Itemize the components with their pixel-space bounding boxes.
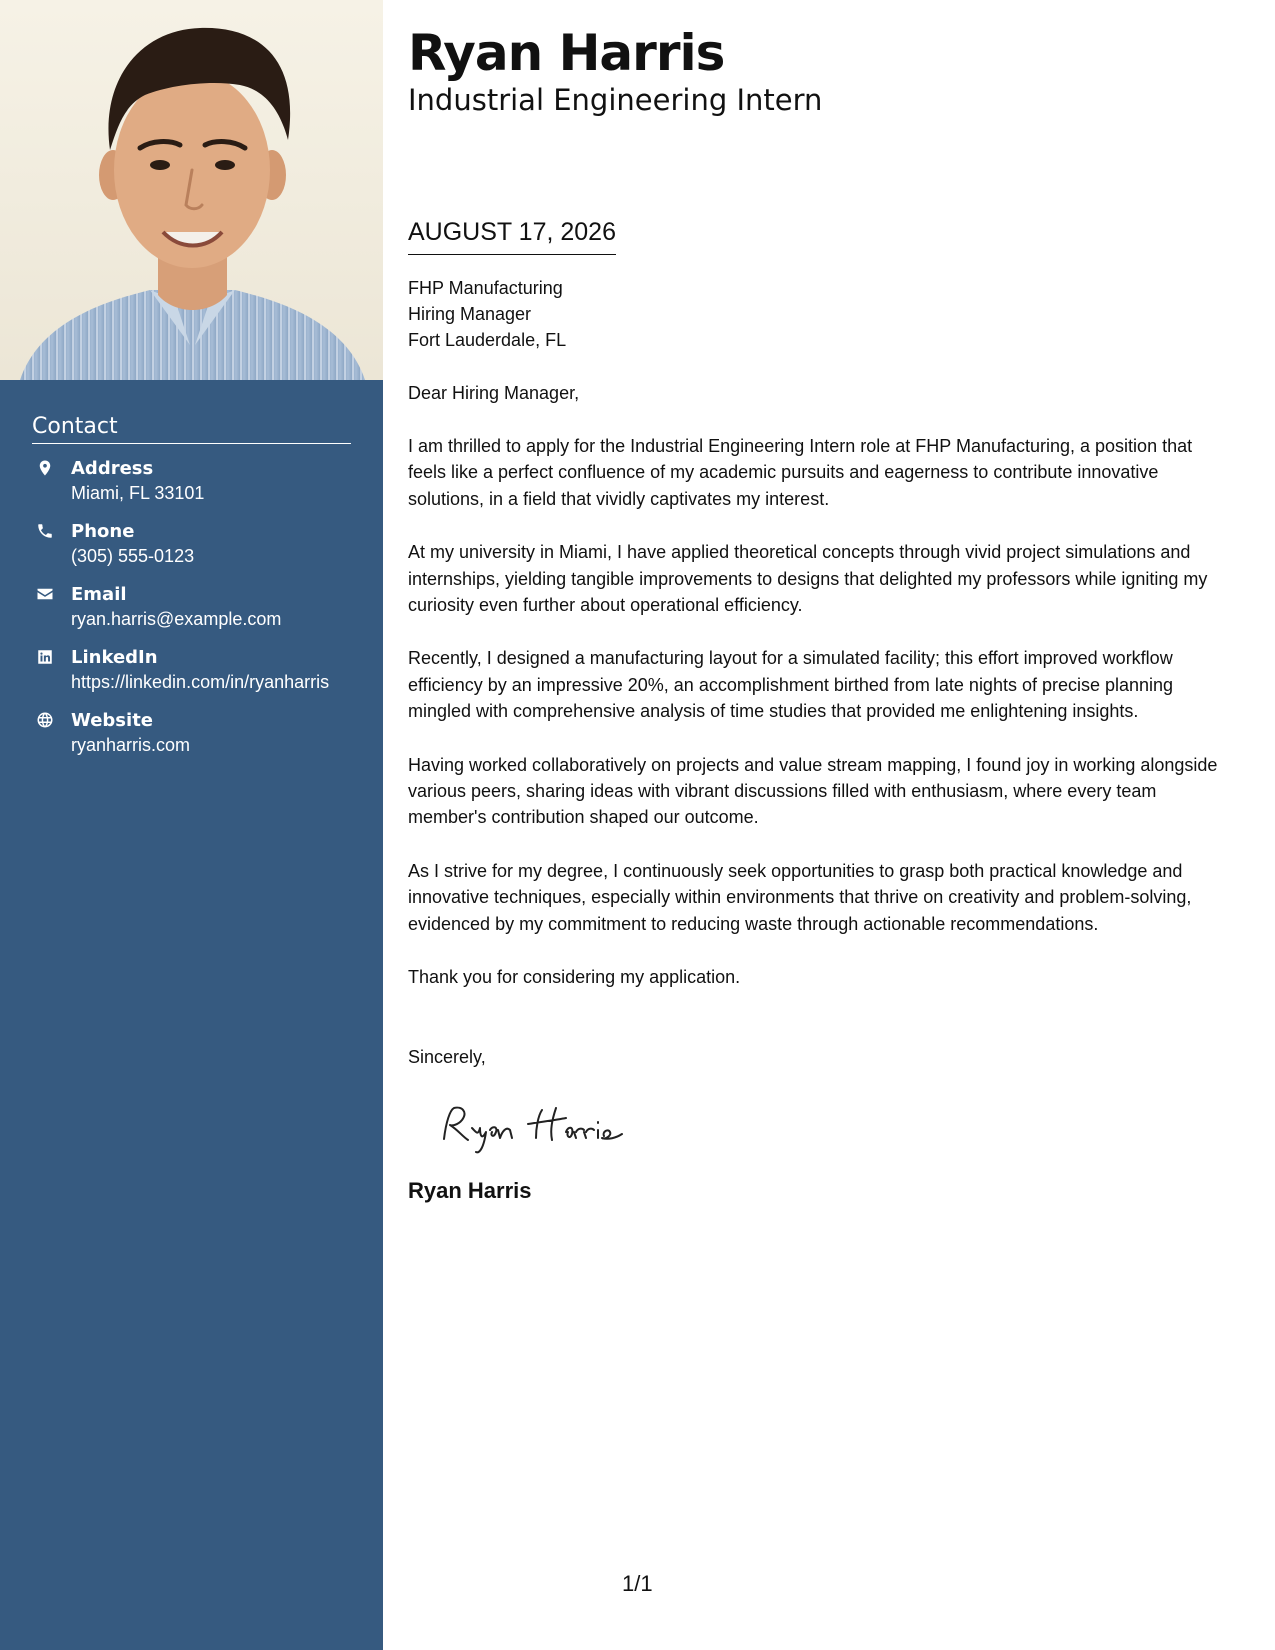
signer-name: Ryan Harris <box>408 1177 532 1203</box>
address-value: Miami, FL 33101 <box>71 483 205 503</box>
body-paragraph: Thank you for considering my application. <box>408 967 741 988</box>
recipient-role: Hiring Manager <box>408 304 532 324</box>
contact-item-website <box>32 708 351 758</box>
profile-photo <box>0 0 383 380</box>
map-pin-icon <box>36 459 54 477</box>
letter-date: AUGUST 17, 2026 <box>408 216 616 255</box>
body-paragraph: As I strive for my degree, I continuously seek opportunities to grasp both practical knowledge and innovative techniques, especially within environments that thrive on creativity and problem-solving, evidenced by my commitment to reducing waste through actionable recommendations. <box>408 860 1192 934</box>
closing: Sincerely, <box>408 1046 486 1067</box>
contact-item-address <box>32 456 351 506</box>
contact-item-linkedin <box>32 645 351 695</box>
body-paragraph: Recently, I designed a manufacturing layout for a simulated facility; this effort improved workflow efficiency by an impressive 20%, an accomplishment birthed from late nights of precise planning mingled with comprehensive analysis of time studies that provided me enlightening insights. <box>408 648 1174 722</box>
website-label: Website <box>71 710 154 731</box>
handwritten-signature <box>432 1094 672 1156</box>
address-label: Address <box>71 458 154 479</box>
phone-icon <box>36 522 54 540</box>
body-paragraph: At my university in Miami, I have applied theoretical concepts through vivid project simulations and internships, yielding tangible improvements to designs that delighted my professors while igniting my curiosity even further about operational efficiency. <box>408 542 1208 616</box>
body-paragraph: Having worked collaboratively on projects and value stream mapping, I found joy in working alongside various peers, sharing ideas with vibrant discussions filled with enthusiasm, where every team member's contribution shaped our outcome. <box>408 754 1218 828</box>
phone-value: (305) 555-0123 <box>71 546 195 566</box>
page-number: 1/1 <box>622 1571 653 1596</box>
phone-label: Phone <box>71 521 135 542</box>
body-paragraph: I am thrilled to apply for the Industrial Engineering Intern role at FHP Manufacturing, a position that feels like a perfect confluence of my academic pursuits and eagerness to contribute innovative solutions, in a field that vividly captivates my interest. <box>408 436 1193 509</box>
recipient-company: FHP Manufacturing <box>408 278 563 298</box>
contact-item-email <box>32 582 351 632</box>
applicant-name: Ryan Harris <box>408 24 725 82</box>
sidebar <box>0 0 383 1650</box>
linkedin-link[interactable]: https://linkedin.com/in/ryanharris <box>71 672 330 692</box>
website-link[interactable]: ryanharris.com <box>71 735 191 755</box>
letter-content <box>408 22 1234 1205</box>
email-label: Email <box>71 584 127 605</box>
envelope-icon <box>36 585 54 603</box>
linkedin-label: LinkedIn <box>71 647 158 668</box>
contact-item-phone <box>32 519 351 569</box>
recipient-location: Fort Lauderdale, FL <box>408 330 567 350</box>
email-link[interactable]: ryan.harris@example.com <box>71 609 282 629</box>
salutation: Dear Hiring Manager, <box>408 383 580 403</box>
linkedin-icon <box>36 648 54 666</box>
contact-section <box>32 413 351 771</box>
globe-icon <box>36 711 54 729</box>
recipient-block <box>408 275 1234 353</box>
applicant-job-title: Industrial Engineering Intern <box>408 83 823 117</box>
contact-heading: Contact <box>32 413 351 444</box>
